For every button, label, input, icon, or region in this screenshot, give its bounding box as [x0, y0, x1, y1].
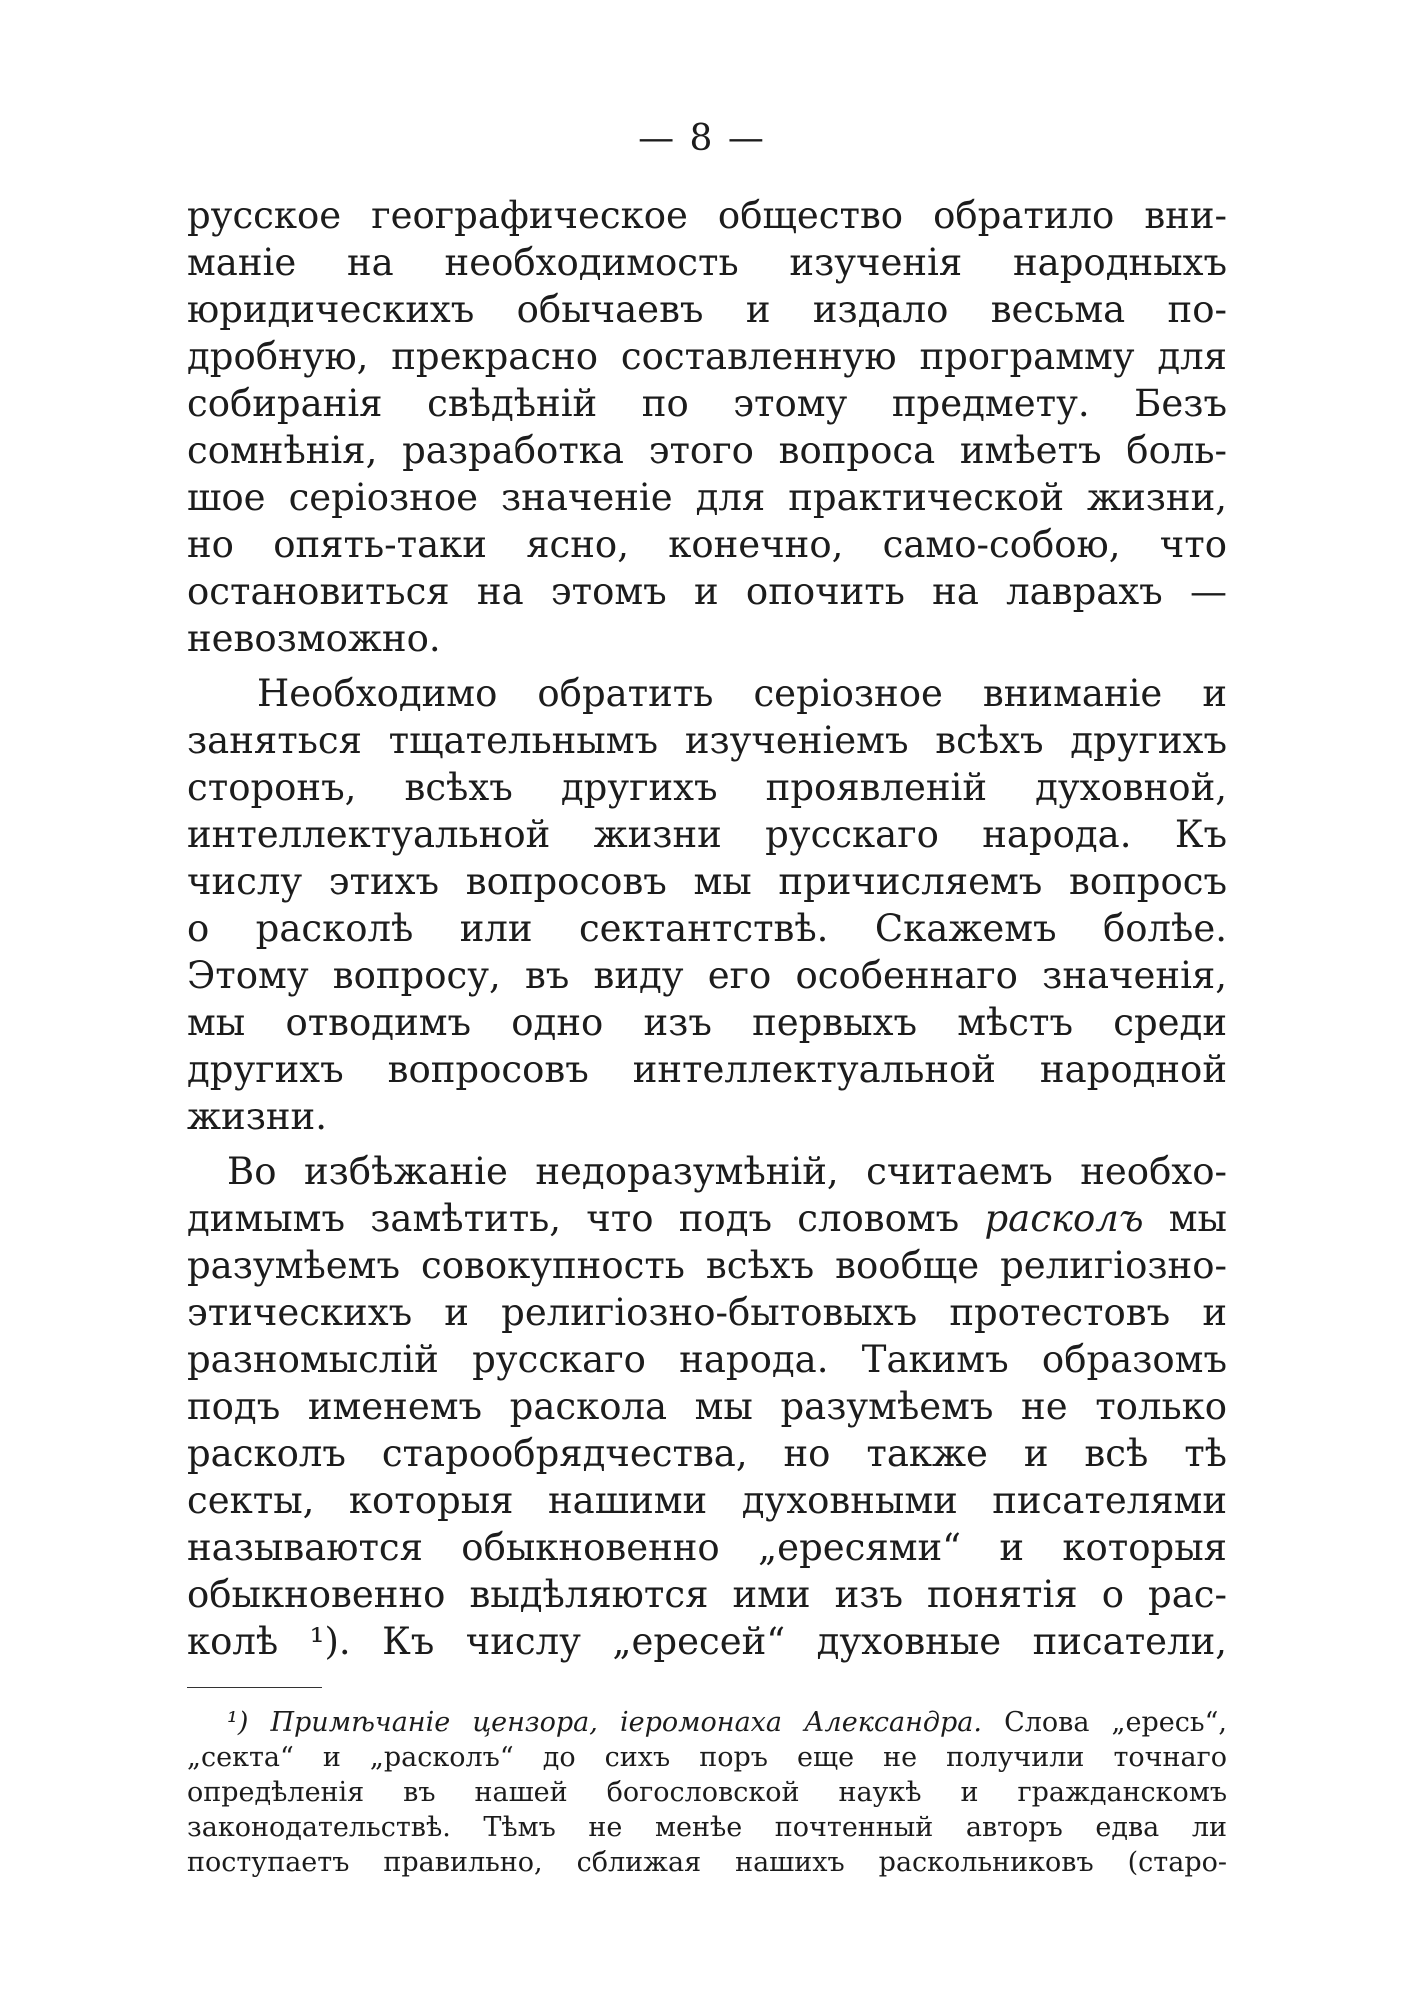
footnote: [187, 1705, 1227, 1880]
text-line: дробную, прекрасно составленную программу для: [187, 335, 1227, 378]
text-line: подъ именемъ раскола мы разумѣемъ не только: [187, 1385, 1227, 1428]
footnote-line: опредѣленія въ нашей богословской наукѣ и гражданскомъ: [187, 1777, 1227, 1808]
text-line: но опять-таки ясно, конечно, само-собою, что: [187, 523, 1227, 566]
text-line-with-italic: [187, 1195, 1227, 1242]
text-line: о расколѣ или сектантствѣ. Скажемъ болѣе.: [187, 907, 1227, 950]
footnote-segment: Слова „ересь“,: [1004, 1707, 1227, 1738]
footnote-line: поступаетъ правильно, сближая нашихъ раскольниковъ (старо-: [187, 1847, 1227, 1878]
text-line: разумѣемъ совокупность всѣхъ вообще религіозно-: [187, 1244, 1227, 1287]
text-segment: димымъ замѣтить, что подъ словомъ: [187, 1197, 960, 1240]
main-text: [187, 192, 1227, 1665]
text-line: Этому вопросу, въ виду его особеннаго значенія,: [187, 954, 1227, 997]
italic-term: расколъ: [984, 1197, 1144, 1240]
text-line: заняться тщательнымъ изученіемъ всѣхъ другихъ: [187, 719, 1227, 762]
text-line: Во избѣжаніе недоразумѣній, считаемъ необхо-: [227, 1150, 1227, 1193]
text-line: мы отводимъ одно изъ первыхъ мѣстъ среди: [187, 1001, 1227, 1044]
footnote-line: „секта“ и „расколъ“ до сихъ поръ еще не получили точнаго: [187, 1742, 1227, 1773]
text-line: обыкновенно выдѣляются ими изъ понятія о рас-: [187, 1573, 1227, 1616]
text-line: жизни.: [187, 1095, 327, 1138]
text-line: остановиться на этомъ и опочить на лаврахъ —: [187, 570, 1227, 613]
text-line: расколъ старообрядчества, но также и всѣ тѣ: [187, 1432, 1227, 1475]
text-line: числу этихъ вопросовъ мы причисляемъ вопросъ: [187, 860, 1227, 903]
text-line: невозможно.: [187, 617, 441, 660]
text-segment: мы: [1168, 1197, 1227, 1240]
text-line: юридическихъ обычаевъ и издало весьма по-: [187, 288, 1227, 331]
footnote-line: законодательствѣ. Тѣмъ не менѣе почтенный авторъ едва ли: [187, 1812, 1227, 1843]
text-line: сторонъ, всѣхъ другихъ проявленій духовной,: [187, 766, 1227, 809]
text-line: называются обыкновенно „ересями“ и которыя: [187, 1526, 1227, 1569]
footnote-heading: ¹) Примѣчаніе цензора, іеромонаха Александра.: [227, 1707, 982, 1738]
text-line: Необходимо обратить серіозное вниманіе и: [257, 672, 1227, 715]
text-line: этическихъ и религіозно-бытовыхъ протестовъ и: [187, 1291, 1227, 1334]
text-line: маніе на необходимость изученія народныхъ: [187, 241, 1227, 284]
text-line: собиранія свѣдѣній по этому предмету. Безъ: [187, 382, 1227, 425]
text-line: русское географическое общество обратило вни-: [187, 194, 1227, 237]
page-number: — 8 —: [638, 118, 766, 159]
text-line: интеллектуальной жизни русскаго народа. Къ: [187, 813, 1227, 856]
text-line: шое серіозное значеніе для практической жизни,: [187, 476, 1227, 519]
text-line: сомнѣнія, разработка этого вопроса имѣетъ боль-: [187, 429, 1227, 472]
text-line: колѣ ¹). Къ числу „ересей“ духовные писатели,: [187, 1620, 1227, 1663]
text-line: другихъ вопросовъ интеллектуальной народной: [187, 1048, 1227, 1091]
text-line: секты, которыя нашими духовными писателями: [187, 1479, 1227, 1522]
text-line: разномыслій русскаго народа. Такимъ образомъ: [187, 1338, 1227, 1381]
footnote-divider: [187, 1687, 322, 1688]
footnote-line: [187, 1705, 1227, 1740]
